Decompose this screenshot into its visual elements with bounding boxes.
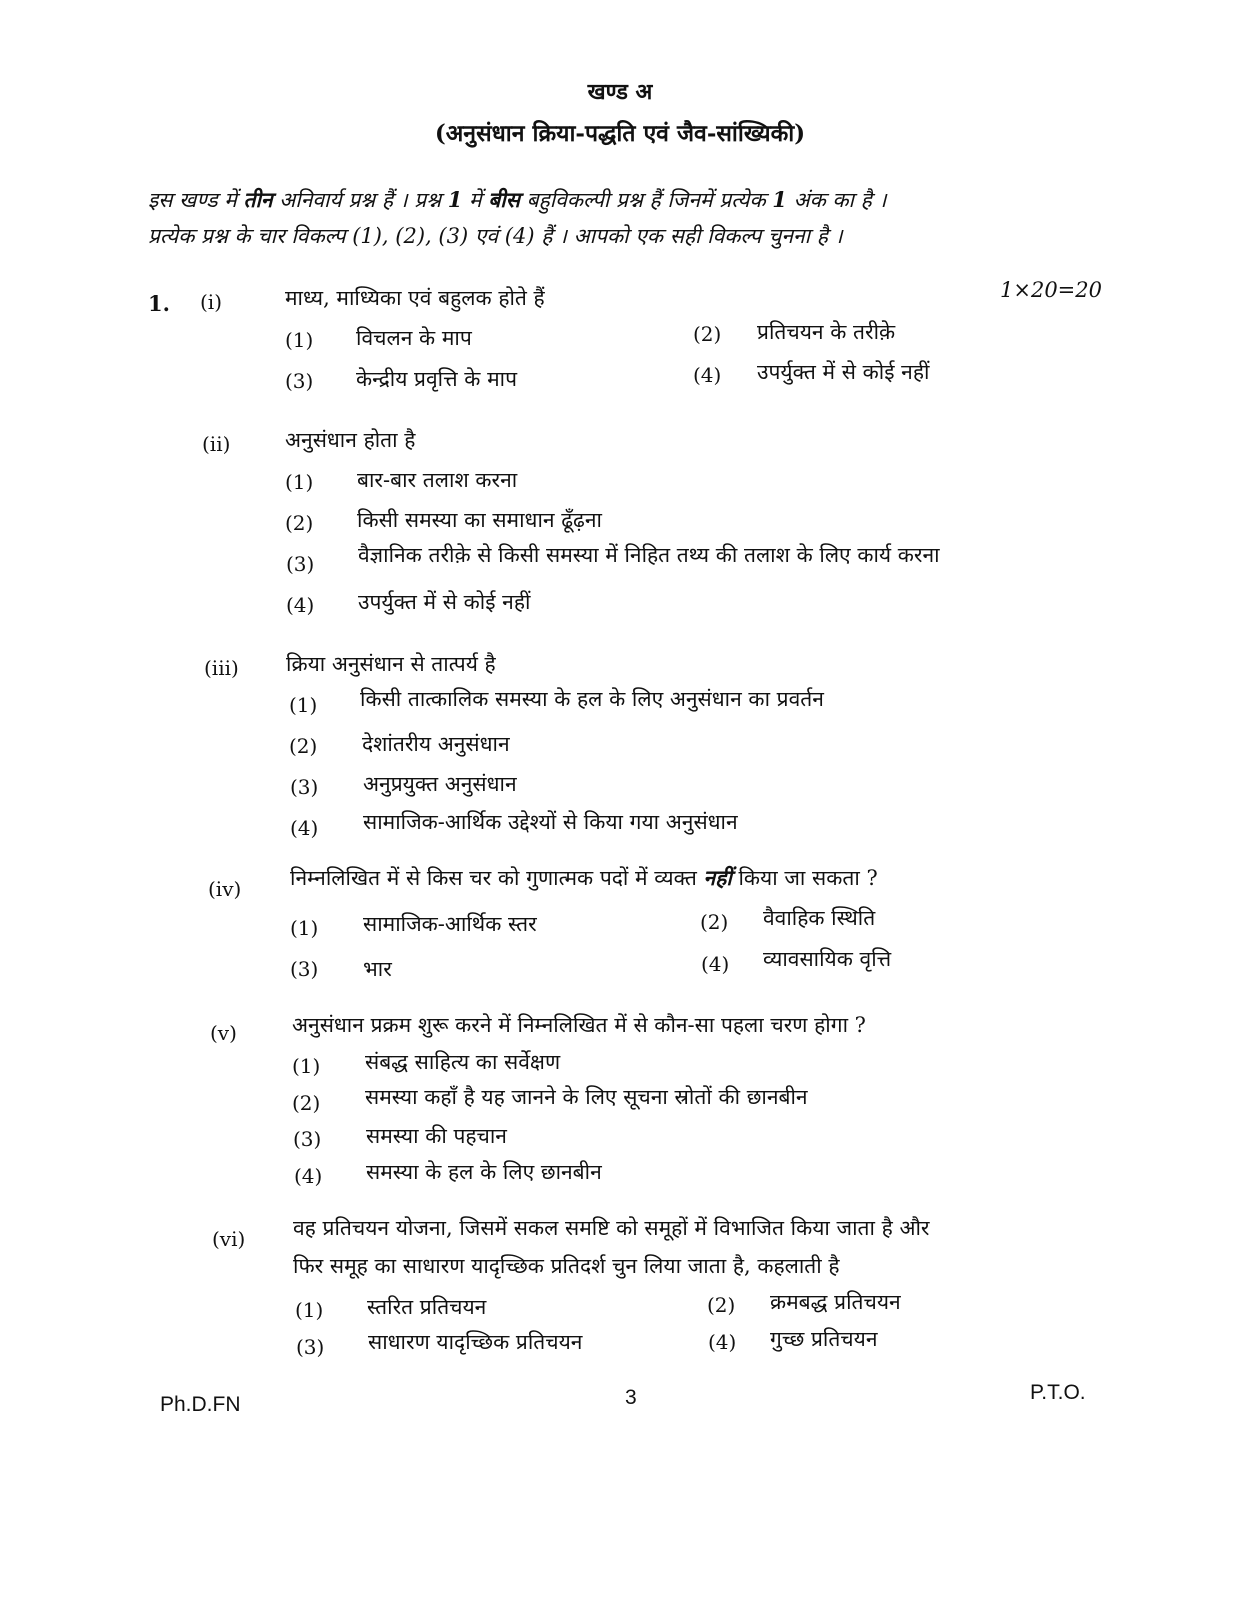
- question-marks: 1×20=20: [1000, 278, 1102, 302]
- option-label: (4): [290, 816, 319, 840]
- option-label: (1): [290, 916, 319, 940]
- paper-code: Ph.D.FN: [160, 1393, 241, 1416]
- option-text: केन्द्रीय प्रवृत्ति के माप: [356, 367, 518, 391]
- option-text: प्रतिचयन के तरीक़े: [757, 320, 896, 344]
- option-text: किसी तात्कालिक समस्या के हल के लिए अनुसंधान का प्रवर्तन: [360, 687, 824, 711]
- option-text: उपर्युक्त में से कोई नहीं: [358, 590, 531, 614]
- item-question-text: माध्य, माध्यिका एवं बहुलक होते हैं: [285, 286, 545, 310]
- question-number: 1.: [148, 291, 170, 316]
- pto-note: P.T.O.: [1030, 1381, 1086, 1404]
- option-label: (3): [296, 1335, 325, 1359]
- page-number: 3: [625, 1386, 637, 1409]
- option-label: (4): [708, 1330, 737, 1354]
- option-label: (3): [286, 552, 315, 576]
- option-text: वैज्ञानिक तरीक़े से किसी समस्या में निहित तथ्य की तलाश के लिए कार्य करना: [358, 543, 940, 567]
- option-label: (3): [293, 1127, 322, 1151]
- option-label: (4): [286, 593, 315, 617]
- section-subtitle: (अनुसंधान क्रिया-पद्धति एवं जैव-सांख्यिकी): [434, 120, 806, 147]
- item-label: (v): [210, 1021, 237, 1045]
- item-question-text-line-1: वह प्रतिचयन योजना, जिसमें सकल समष्टि को समूहों में विभाजित किया जाता है और: [293, 1216, 930, 1240]
- item-question-text-line-2: फिर समूह का साधारण यादृच्छिक प्रतिदर्श चुन लिया जाता है, कहलाती है: [293, 1254, 840, 1278]
- option-label: (1): [285, 328, 314, 352]
- instructions-line-2: प्रत्येक प्रश्न के चार विकल्प (1), (2), (3) एवं (4) हैं । आपको एक सही विकल्प चुनना है ।: [148, 224, 843, 248]
- section-title: खण्ड अ: [587, 79, 653, 105]
- option-text: समस्या के हल के लिए छानबीन: [366, 1160, 602, 1184]
- item-question-text: क्रिया अनुसंधान से तात्पर्य है: [286, 652, 496, 676]
- item-label: (i): [200, 290, 223, 314]
- option-label: (1): [292, 1054, 321, 1078]
- item-question-text: अनुसंधान प्रक्रम शुरू करने में निम्नलिखित में से कौन-सा पहला चरण होगा ?: [292, 1013, 866, 1037]
- option-text: समस्या कहाँ है यह जानने के लिए सूचना स्रोतों की छानबीन: [365, 1085, 808, 1109]
- option-label: (2): [285, 511, 314, 535]
- option-label: (3): [290, 775, 319, 799]
- option-text: भार: [363, 957, 392, 981]
- item-label: (iii): [204, 656, 239, 680]
- option-text: साधारण यादृच्छिक प्रतिचयन: [368, 1330, 583, 1354]
- option-text: सामाजिक-आर्थिक उद्देश्यों से किया गया अनुसंधान: [363, 810, 738, 834]
- option-text: विचलन के माप: [356, 326, 472, 350]
- item-question-text: निम्नलिखित में से किस चर को गुणात्मक पदों में व्यक्त नहीं किया जा सकता ?: [290, 865, 878, 890]
- option-label: (4): [701, 952, 730, 976]
- item-label: (vi): [212, 1227, 246, 1251]
- option-text: उपर्युक्त में से कोई नहीं: [757, 360, 930, 384]
- item-question-text: अनुसंधान होता है: [285, 428, 416, 452]
- option-label: (2): [289, 734, 318, 758]
- option-label: (3): [290, 957, 319, 981]
- option-label: (2): [707, 1293, 736, 1317]
- option-text: बार-बार तलाश करना: [357, 468, 518, 492]
- instructions-line-1: इस खण्ड में तीन अनिवार्य प्रश्न हैं । प्रश्न 1 में बीस बहुविकल्पी प्रश्न हैं जिनमें प्रत्येक 1 अंक का है ।: [148, 187, 887, 212]
- option-label: (1): [295, 1298, 324, 1322]
- option-text: स्तरित प्रतिचयन: [367, 1295, 487, 1319]
- option-label: (2): [292, 1091, 321, 1115]
- option-label: (1): [285, 470, 314, 494]
- option-text: व्यावसायिक वृत्ति: [763, 947, 892, 971]
- option-label: (2): [693, 322, 722, 346]
- option-label: (4): [294, 1164, 323, 1188]
- option-text: क्रमबद्ध प्रतिचयन: [770, 1290, 901, 1314]
- option-label: (3): [285, 369, 314, 393]
- option-label: (4): [693, 363, 722, 387]
- option-label: (1): [289, 693, 318, 717]
- option-text: सामाजिक-आर्थिक स्तर: [363, 912, 537, 936]
- option-label: (2): [700, 910, 729, 934]
- option-text: देशांतरीय अनुसंधान: [362, 732, 510, 756]
- option-text: वैवाहिक स्थिति: [763, 906, 876, 930]
- option-text: संबद्ध साहित्य का सर्वेक्षण: [365, 1050, 561, 1074]
- option-text: गुच्छ प्रतिचयन: [770, 1327, 878, 1351]
- item-label: (ii): [202, 432, 231, 456]
- option-text: अनुप्रयुक्त अनुसंधान: [363, 772, 517, 796]
- item-label: (iv): [208, 877, 242, 901]
- option-text: समस्या की पहचान: [366, 1124, 507, 1148]
- option-text: किसी समस्या का समाधान ढूँढ़ना: [357, 508, 602, 532]
